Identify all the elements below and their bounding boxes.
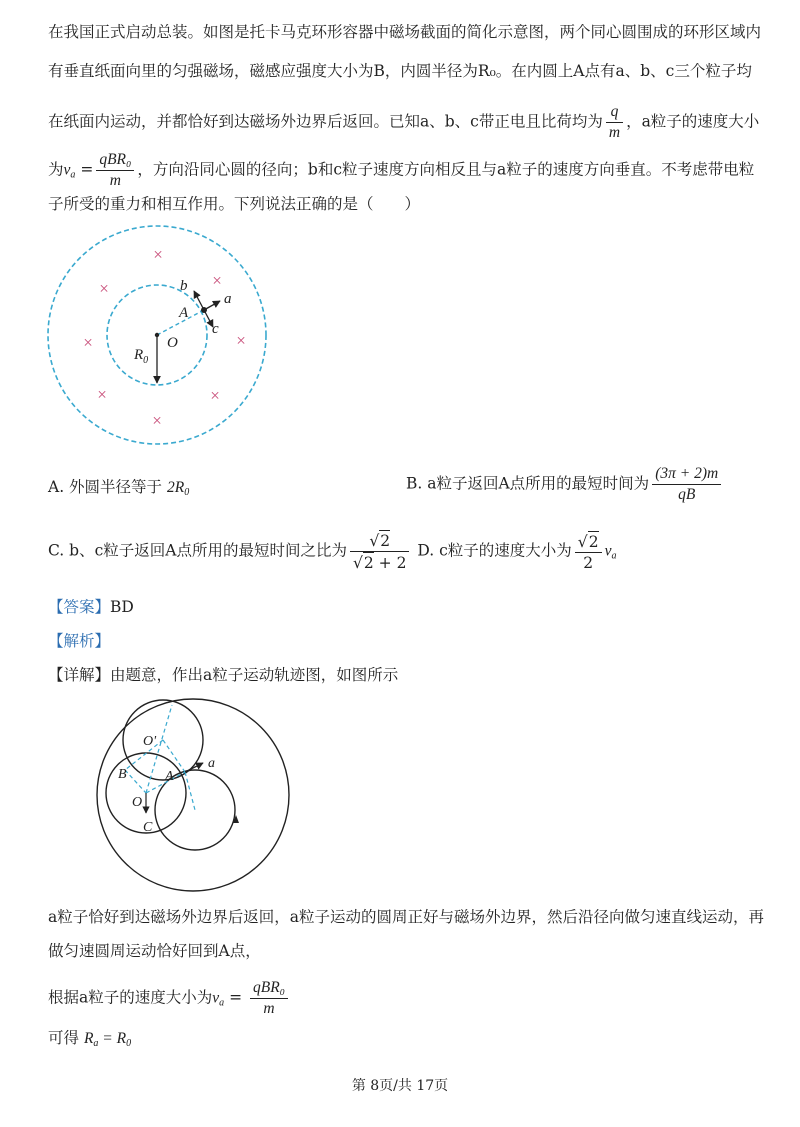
label-a: a	[224, 291, 232, 307]
problem-line-2: 有垂直纸面向里的匀强磁场，磁感应强度大小为B，内圆半径为R₀。在内圆上A点有a、b、c三个粒子均	[48, 62, 752, 80]
answer-row: 【答案】BD	[48, 598, 134, 616]
label-O: O	[132, 795, 143, 810]
figure-magnetic-field-diagram	[45, 220, 275, 455]
field-cross-mark: ×	[210, 386, 220, 405]
field-cross-mark: ×	[152, 411, 162, 430]
label-O: O	[167, 335, 178, 351]
detail-row: 【详解】由题意，作出a粒子运动轨迹图，如图所示	[48, 666, 399, 684]
velocity-a-arrow	[204, 301, 220, 310]
figure-trajectory-diagram	[45, 695, 295, 895]
field-cross-mark: ×	[153, 245, 163, 264]
option-C: C. b、c粒子返回A点所用的最短时间之比为 $\frac{√2}{√2 + 2}$ D. c粒子的速度大小为 $\frac{√2}{2}$ $v_a$	[48, 532, 617, 572]
label-C: C	[143, 820, 153, 835]
outer-boundary-circle	[97, 699, 289, 891]
option-B: B. a粒子返回A点所用的最短时间为 $\frac{(3\pi + 2)m}{qB}$	[406, 464, 724, 505]
explain-line-1: a粒子恰好到达磁场外边界后返回，a粒子运动的圆周正好与磁场外边界，然后沿径向做匀速直线运动，再	[48, 908, 764, 926]
label-B: B	[118, 767, 127, 782]
label-c: c	[212, 321, 219, 337]
option-A: A. 外圆半径等于 $2R_0$	[48, 478, 190, 498]
explain-line-2: 做匀速圆周运动恰好回到A点，	[48, 942, 261, 960]
field-cross-mark: ×	[212, 271, 222, 290]
label-b: b	[180, 278, 188, 294]
problem-line-4: 为$v_a$ = $\frac{\text{qBR₀}}{m}$ ，方向沿同心圆的径向；b和c粒子速度方向相反且与a粒子的速度方向垂直。不考虑带电粒	[48, 151, 755, 189]
analysis-label: 【解析】	[48, 632, 111, 650]
problem-line-3: 在纸面内运动，并都恰好到达磁场外边界后返回。已知a、b、c带正电且比荷均为 $\frac{q}{m}$ ，a粒子的速度大小	[48, 103, 760, 141]
label-a: a	[208, 756, 215, 771]
velocity-a-fraction: $\frac{\text{qBR₀}}{m}$	[96, 150, 134, 191]
field-cross-mark: ×	[97, 385, 107, 404]
field-cross-mark: ×	[236, 331, 246, 350]
explain-line-4: 可得 $R_a = R_0$	[48, 1029, 132, 1049]
page-footer: 第 8页/共 17页	[351, 1078, 449, 1094]
explain-line-3: 根据a粒子的速度大小为$v_a$ = $\frac{\text{qBR₀}}{m}$	[48, 978, 291, 1019]
option-D: D. c粒子的速度大小为	[417, 541, 572, 560]
field-cross-mark: ×	[99, 279, 109, 298]
label-O-prime: O'	[143, 734, 157, 749]
problem-line-1: 在我国正式启动总装。如图是托卡马克环形容器中磁场截面的简化示意图，两个同心圆围成的环形区域内	[48, 23, 762, 41]
field-cross-mark: ×	[83, 333, 93, 352]
problem-line-5: 子所受的重力和相互作用。下列说法正确的是（ ）	[48, 195, 421, 213]
label-A: A	[165, 769, 174, 784]
label-R0: $R_0$	[134, 347, 149, 366]
label-A: A	[179, 305, 189, 321]
charge-mass-ratio: $\frac{q}{m}$	[606, 102, 623, 143]
